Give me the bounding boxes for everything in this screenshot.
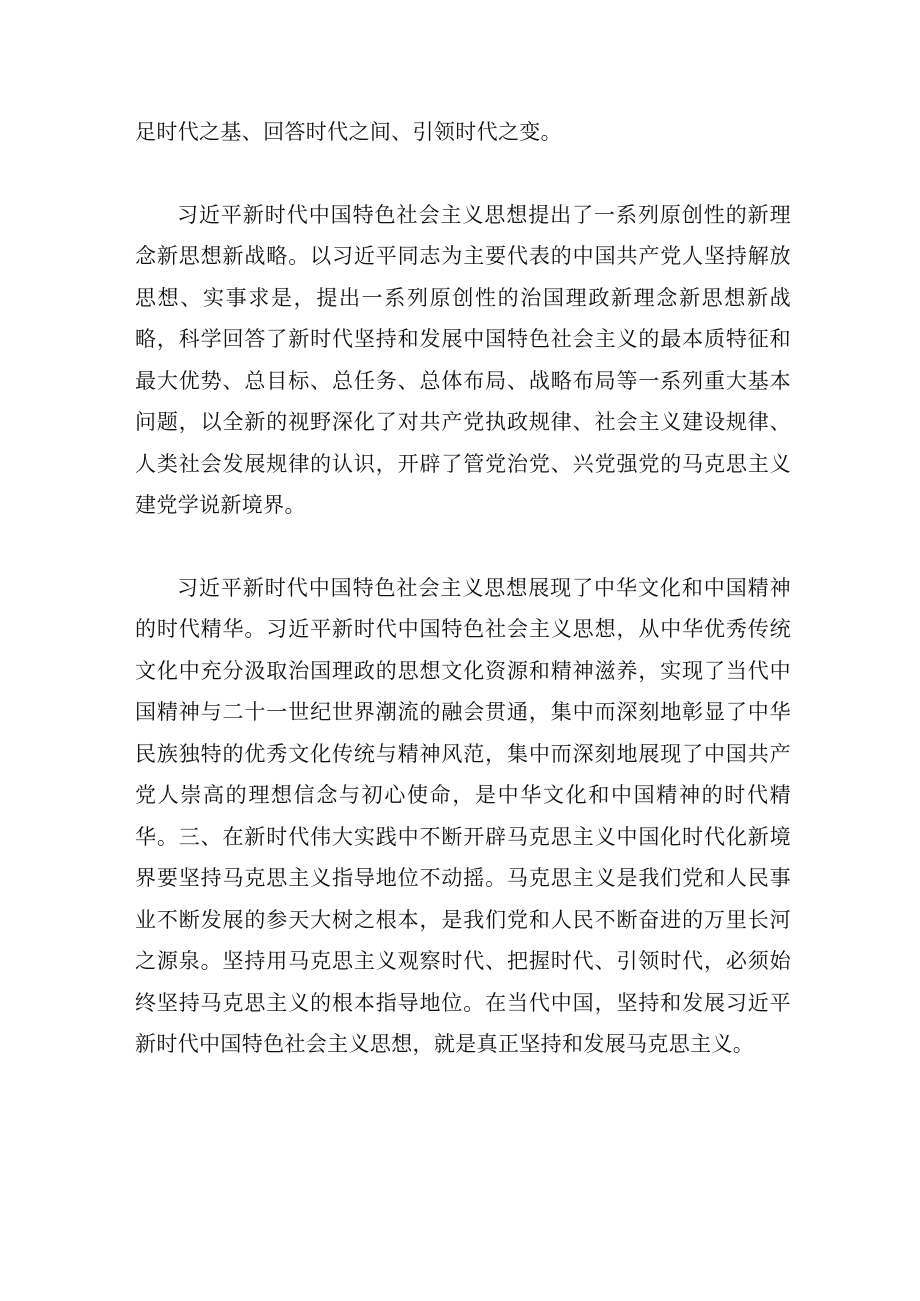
paragraph-chinese-culture: 习近平新时代中国特色社会主义思想展现了中华文化和中国精神的时代精华。习近平新时代中国特色社会主义思想，从中华优秀传统文化中充分汲取治国理政的思想文化资源和精神滋养，实现了当代中国精神与二十一世纪世界潮流的融会贯通，集中而深刻地彰显了中华民族独特的优秀文化传统与精神风范，集中而深刻地展现了中国共产党人崇高的理想信念与初心使命，是中华文化和中国精神的时代精华。三、在新时代伟大实践中不断开辟马克思主义中国化时代化新境界要坚持马克思主义指导地位不动摇。马克思主义是我们党和人民事业不断发展的参天大树之根本，是我们党和人民不断奋进的万里长河之源泉。坚持用马克思主义观察时代、把握时代、引领时代，必须始终坚持马克思主义的根本指导地位。在当代中国，坚持和发展习近平新时代中国特色社会主义思想，就是真正坚持和发展马克思主义。 xyxy=(135,575,791,1056)
paragraph-original-concepts: 习近平新时代中国特色社会主义思想提出了一系列原创性的新理念新思想新战略。以习近平同志为主要代表的中国共产党人坚持解放思想、实事求是，提出一系列原创性的治国理政新理念新思想新战略，科学回答了新时代坚持和发展中国特色社会主义的最本质特征和最大优势、总目标、总任务、总体布局、战略布局等一系列重大基本问题，以全新的视野深化了对共产党执政规律、社会主义建设规律、人类社会发展规律的认识，开辟了管党治党、兴党强党的马克思主义建党学说新境界。 xyxy=(135,202,791,517)
document-body xyxy=(135,112,791,1066)
paragraph-continuation: 足时代之基、回答时代之间、引领时代之变。 xyxy=(135,120,562,144)
paragraph-spacer xyxy=(135,154,791,195)
paragraph-spacer xyxy=(135,527,791,568)
